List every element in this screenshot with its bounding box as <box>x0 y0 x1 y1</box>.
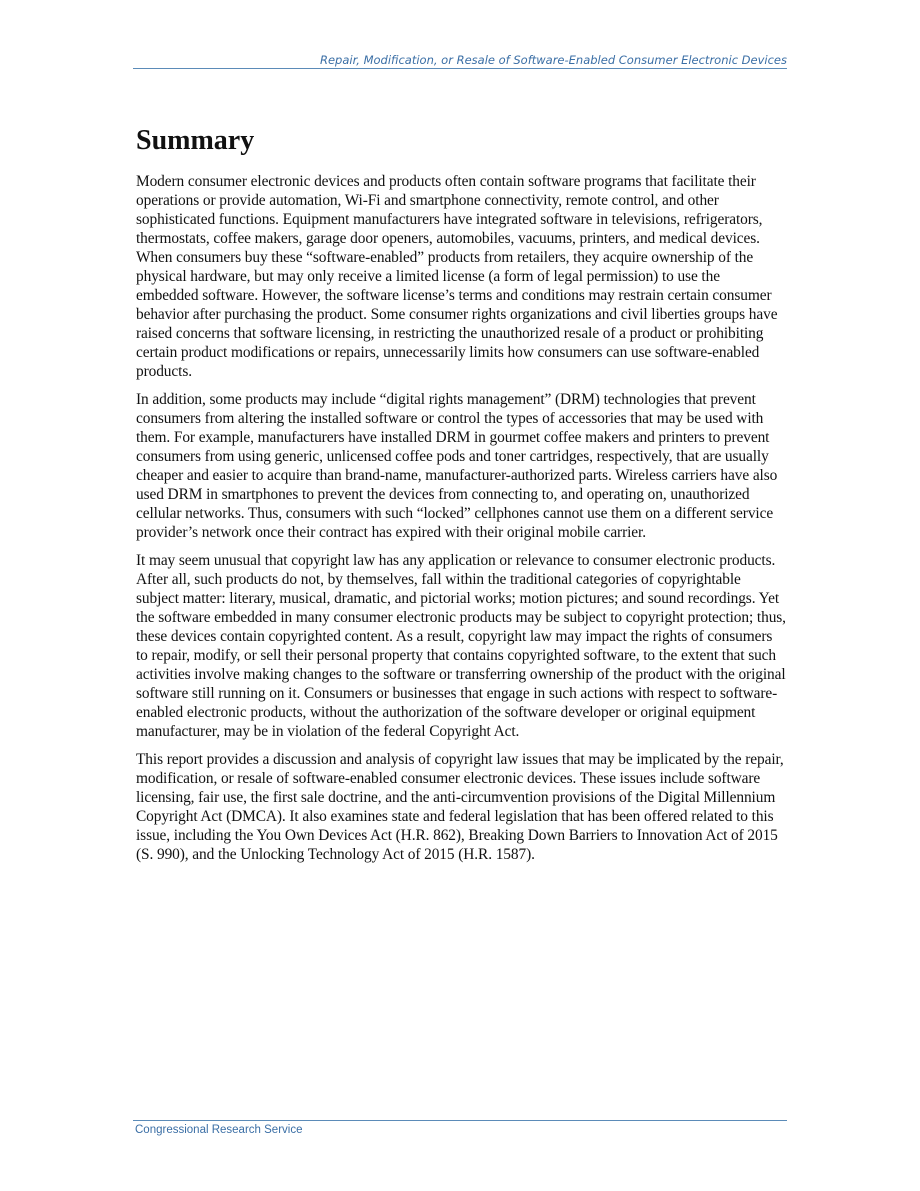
summary-paragraph-4: This report provides a discussion and analysis of copyright law issues that may be implicated by the repair, modification, or resale of software-enabled consumer electronic devices. These issues include software licensing, fair use, the first sale doctrine, and the anti-circumvention provisions of the Digital Millennium Copyright Act (DMCA). It also examines state and federal legislation that has been offered related to this issue, including the You Own Devices Act (H.R. 862), Breaking Down Barriers to Innovation Act of 2015 (S. 990), and the Unlocking Technology Act of 2015 (H.R. 1587). <box>136 751 784 863</box>
section-heading: Summary <box>136 125 255 156</box>
header-divider <box>133 68 787 69</box>
summary-paragraph-3: It may seem unusual that copyright law has any application or relevance to consumer electronic products. After all, such products do not, by themselves, fall within the traditional categories of copyrightable subject matter: literary, musical, dramatic, and pictorial works; motion pictures; and sound recordings. Yet the software embedded in many consumer electronic products may be subject to copyright protection; thus, these devices contain copyrighted content. As a result, copyright law may impact the rights of consumers to repair, modify, or sell their personal property that contains copyrighted software, to the extent that such activities involve making changes to the software or transferring ownership of the product with the original software still running on it. Consumers or businesses that engage in such actions with respect to software-enabled electronic products, without the authorization of the software developer or original equipment manufacturer, may be in violation of the federal Copyright Act. <box>136 552 786 740</box>
summary-paragraph-2: In addition, some products may include “digital rights management” (DRM) technologies that prevent consumers from altering the installed software or control the types of accessories that may be used with them. For example, manufacturers have installed DRM in gourmet coffee makers and printers to prevent consumers from using generic, unlicensed coffee pods and toner cartridges, respectively, that are usually cheaper and easier to acquire than brand-name, manufacturer-authorized parts. Wireless carriers have also used DRM in smartphones to prevent the devices from connecting to, and operating on, unauthorized cellular networks. Thus, consumers with such “locked” cellphones cannot use them on a different service provider’s network once their contract has expired with their original mobile carrier. <box>136 391 778 541</box>
footer-organization: Congressional Research Service <box>135 1124 303 1136</box>
document-body <box>136 122 786 873</box>
footer-divider <box>133 1120 787 1121</box>
summary-paragraph-1: Modern consumer electronic devices and products often contain software programs that facilitate their operations or provide automation, Wi-Fi and smartphone connectivity, remote control, and other sophisticated functions. Equipment manufacturers have integrated software in televisions, refrigerators, thermostats, coffee makers, garage door openers, automobiles, vacuums, printers, and medical devices. When consumers buy these “software-enabled” products from retailers, they acquire ownership of the physical hardware, but may only receive a limited license (a form of legal permission) to use the embedded software. However, the software license’s terms and conditions may restrain certain consumer behavior after purchasing the product. Some consumer rights organizations and civil liberties groups have raised concerns that software licensing, in restricting the unauthorized resale of a product or prohibiting certain product modifications or repairs, unnecessarily limits how consumers can use software-enabled products. <box>136 173 778 380</box>
running-header: Repair, Modification, or Resale of Software-Enabled Consumer Electronic Devices <box>319 53 787 67</box>
